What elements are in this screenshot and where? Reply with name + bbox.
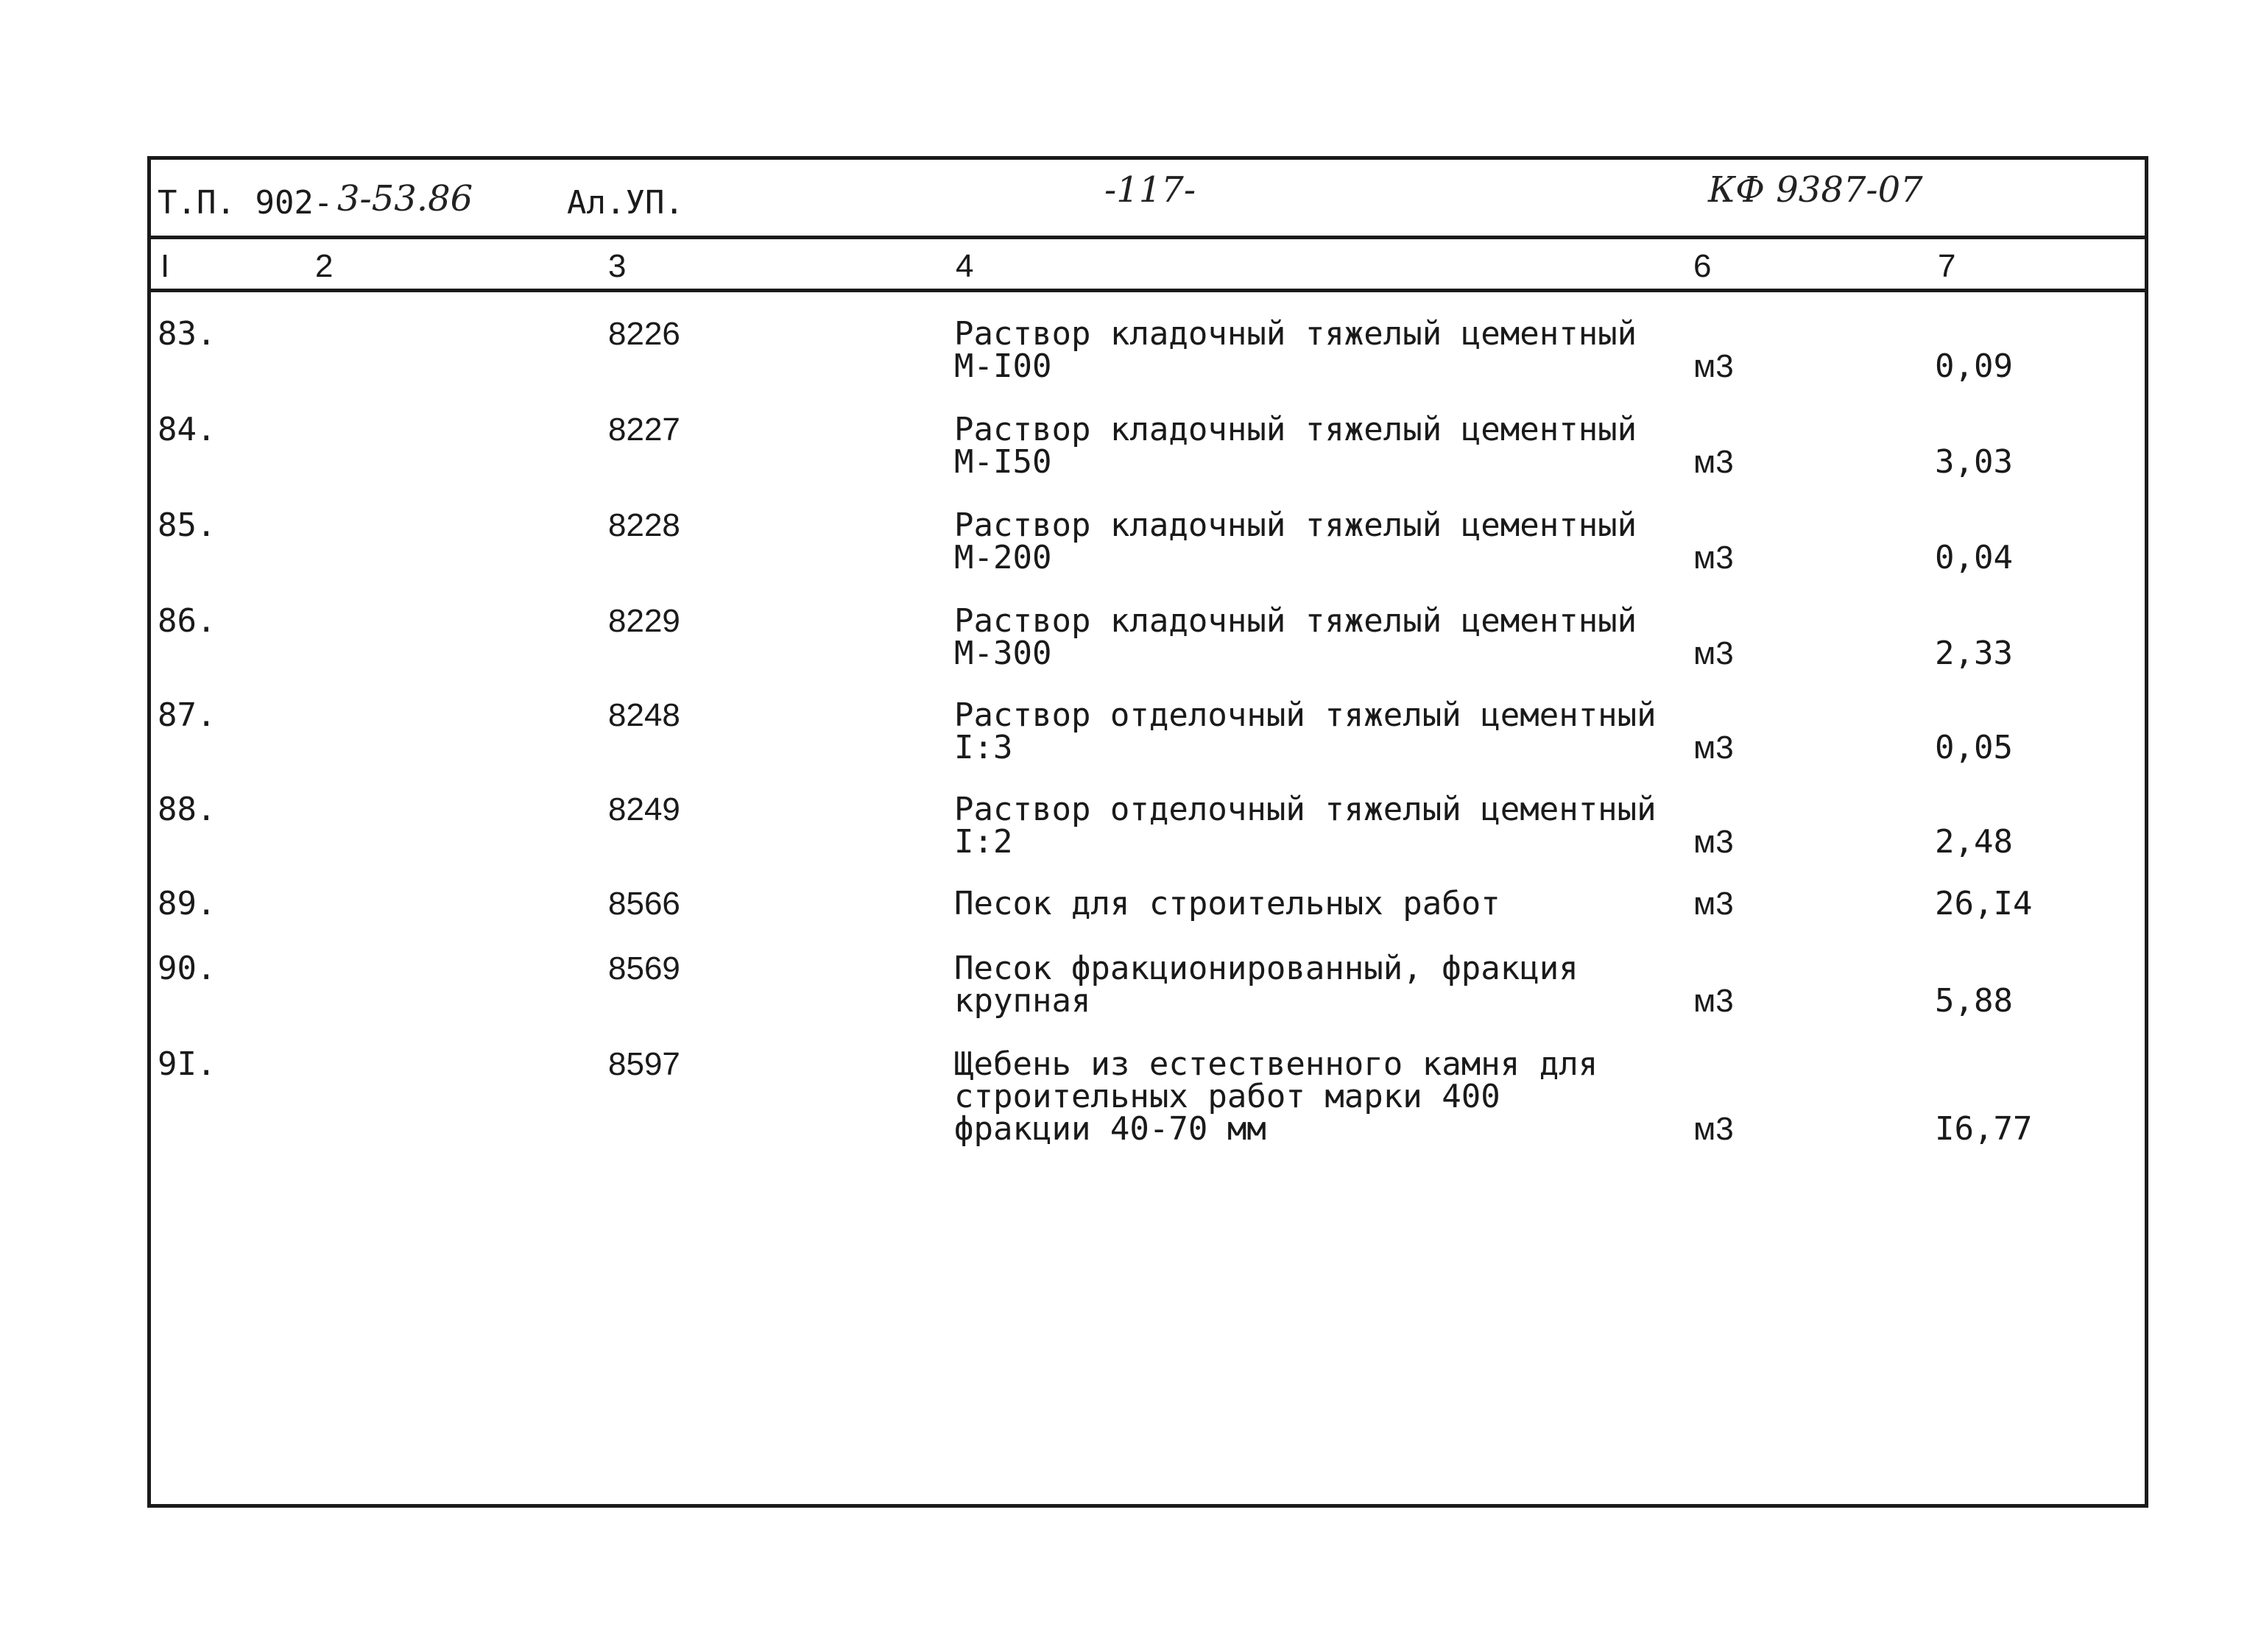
row-number: 88. — [158, 791, 216, 828]
row-number: 86. — [158, 602, 216, 640]
row-description-line: Раствор кладочный тяжелый цементный — [954, 602, 1637, 640]
row-unit: м3 — [1693, 1111, 1734, 1147]
page-number: -117- — [1104, 169, 1196, 211]
row-code: 8227 — [608, 412, 680, 448]
row-code: 8569 — [608, 950, 680, 986]
row-number: 87. — [158, 696, 216, 734]
row-code: 8229 — [608, 603, 680, 639]
column-header-7: 7 — [1938, 248, 1956, 284]
row-description-line: фракции 40-70 мм — [954, 1110, 1266, 1148]
row-unit: м3 — [1693, 635, 1734, 671]
column-header-3: 3 — [608, 248, 627, 284]
row-quantity: 0,09 — [1935, 347, 2013, 385]
row-number: 83. — [158, 315, 216, 353]
row-description-line: строительных работ марки 400 — [954, 1078, 1500, 1115]
row-quantity: 3,03 — [1935, 443, 2013, 481]
column-header-2: 2 — [315, 248, 334, 284]
row-description-line: Раствор кладочный тяжелый цементный — [954, 506, 1637, 544]
row-description-line: М-I50 — [954, 443, 1052, 481]
row-code: 8228 — [608, 507, 680, 543]
table-frame — [147, 156, 2148, 1508]
row-description-line: Раствор кладочный тяжелый цементный — [954, 411, 1637, 448]
column-header-4: 4 — [956, 248, 974, 284]
row-description-line: М-200 — [954, 539, 1052, 576]
row-description-line: Песок фракционированный, фракция — [954, 950, 1579, 987]
row-code: 8597 — [608, 1046, 680, 1082]
row-code: 8248 — [608, 697, 680, 733]
column-header-divider-line — [147, 289, 2148, 292]
row-description-line: М-300 — [954, 635, 1052, 672]
row-quantity: 0,04 — [1935, 539, 2013, 576]
row-unit: м3 — [1693, 444, 1734, 480]
row-unit: м3 — [1693, 824, 1734, 860]
row-number: 89. — [158, 885, 216, 922]
row-quantity: 2,33 — [1935, 635, 2013, 672]
row-description-line: Раствор отделочный тяжелый цементный — [954, 696, 1657, 734]
doc-code-handwritten: 3-53.86 — [337, 178, 473, 219]
row-unit: м3 — [1693, 886, 1734, 922]
row-quantity: 2,48 — [1935, 823, 2013, 861]
row-unit: м3 — [1693, 730, 1734, 766]
row-description-line: Раствор кладочный тяжелый цементный — [954, 315, 1637, 353]
doc-code-prefix: Т.П. 902- — [158, 184, 334, 222]
row-quantity: 5,88 — [1935, 982, 2013, 1020]
row-description-line: М-I00 — [954, 347, 1052, 385]
header-divider-line — [147, 236, 2148, 239]
row-unit: м3 — [1693, 348, 1734, 384]
row-code: 8249 — [608, 791, 680, 827]
row-quantity: 26,I4 — [1935, 885, 2033, 922]
row-number: 85. — [158, 506, 216, 544]
row-number: 9I. — [158, 1045, 216, 1083]
row-code: 8566 — [608, 886, 680, 922]
inventory-code: КФ 9387-07 — [1708, 169, 1923, 211]
column-header-1: I — [161, 248, 170, 284]
album-label: Ал.УП. — [567, 184, 684, 222]
row-description-line: крупная — [954, 982, 1091, 1020]
row-quantity: I6,77 — [1935, 1110, 2033, 1148]
row-description-line: Песок для строительных работ — [954, 885, 1500, 922]
row-description-line: I:2 — [954, 823, 1013, 861]
row-description-line: I:3 — [954, 729, 1013, 766]
row-code: 8226 — [608, 316, 680, 352]
row-description-line: Щебень из естественного камня для — [954, 1045, 1598, 1083]
row-unit: м3 — [1693, 540, 1734, 576]
row-quantity: 0,05 — [1935, 729, 2013, 766]
row-description-line: Раствор отделочный тяжелый цементный — [954, 791, 1657, 828]
row-number: 84. — [158, 411, 216, 448]
row-unit: м3 — [1693, 983, 1734, 1019]
column-header-6: 6 — [1693, 248, 1712, 284]
row-number: 90. — [158, 950, 216, 987]
